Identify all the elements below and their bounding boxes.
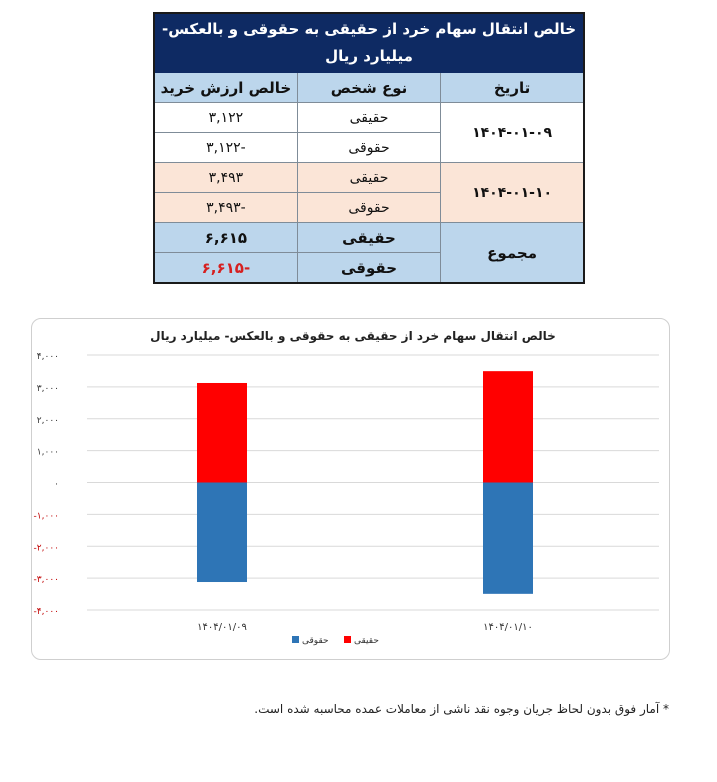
date-cell: ۱۴۰۴-۰۱-۰۹ (441, 103, 584, 163)
y-tick-label: ۱,۰۰۰ (36, 447, 59, 458)
person-type-cell: حقیقی (297, 103, 440, 133)
flow-table (153, 12, 585, 284)
value-cell: ۳,۴۹۳ (154, 163, 297, 193)
y-tick-label: -۱,۰۰۰ (33, 511, 59, 522)
x-tick-label: ۱۴۰۴/۰۱/۰۹ (197, 622, 247, 633)
bar-chart (32, 319, 669, 659)
y-tick-label: ۳,۰۰۰ (36, 383, 59, 394)
y-tick-label: -۲,۰۰۰ (33, 543, 59, 554)
value-cell: -۶,۶۱۵ (154, 253, 297, 284)
person-type-cell: حقیقی (297, 163, 440, 193)
bar-positive (197, 383, 247, 483)
value-cell: ۳,۱۲۲ (154, 103, 297, 133)
header-net-buy: خالص ارزش خرید (154, 73, 297, 103)
legend-label: حقیقی (354, 636, 379, 646)
flow-table-container (153, 12, 585, 284)
value-cell: -۳,۱۲۲ (154, 133, 297, 163)
value-cell: -۳,۴۹۳ (154, 193, 297, 223)
person-type-cell: حقوقی (297, 253, 440, 284)
y-tick-label: ۲,۰۰۰ (36, 415, 59, 426)
table-row (154, 163, 584, 193)
y-tick-label: -۳,۰۰۰ (33, 575, 59, 586)
chart-panel (31, 318, 670, 660)
table-title: خالص انتقال سهام خرد از حقیقی به حقوقی و بالعکس- میلیارد ریال (154, 13, 584, 73)
date-cell: ۱۴۰۴-۰۱-۱۰ (441, 163, 584, 223)
bar-negative (483, 483, 533, 594)
value-cell: ۶,۶۱۵ (154, 223, 297, 253)
chart-title: خالص انتقال سهام خرد از حقیقی به حقوقی و بالعکس- میلیارد ریال (150, 329, 556, 343)
bar-negative (197, 483, 247, 583)
y-tick-label: ۴,۰۰۰ (36, 352, 59, 362)
y-tick-label: -۴,۰۰۰ (33, 607, 59, 617)
person-type-cell: حقوقی (297, 193, 440, 223)
header-date: تاریخ (441, 73, 584, 103)
header-person-type: نوع شخص (297, 73, 440, 103)
table-row (154, 103, 584, 133)
person-type-cell: حقیقی (297, 223, 440, 253)
person-type-cell: حقوقی (297, 133, 440, 163)
legend-swatch (292, 636, 299, 643)
x-tick-label: ۱۴۰۴/۰۱/۱۰ (483, 622, 533, 633)
bar-positive (483, 371, 533, 482)
legend-swatch (344, 636, 351, 643)
total-row (154, 223, 584, 253)
total-label: مجموع (441, 223, 584, 284)
legend-label: حقوقی (302, 636, 329, 646)
footnote: * آمار فوق بدون لحاظ جریان وجوه نقد ناشی از معاملات عمده محاسبه شده است. (254, 702, 669, 716)
y-tick-label: ۰ (54, 479, 59, 490)
